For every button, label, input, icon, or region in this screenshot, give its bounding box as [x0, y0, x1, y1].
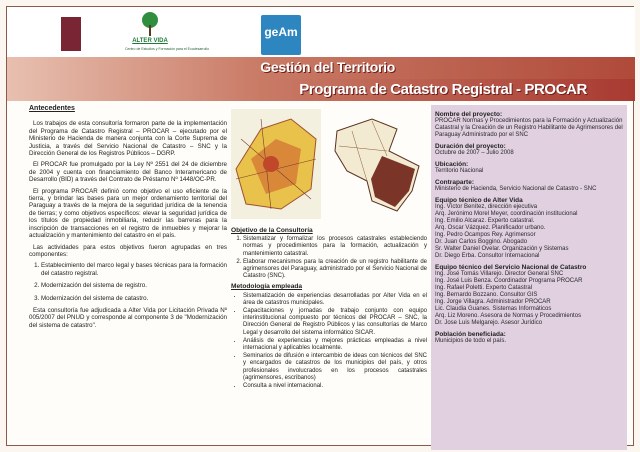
team-member: Ing. José Tomás Villarejo. Director General SNC [435, 271, 564, 277]
components-list [41, 262, 227, 302]
objetivo-heading: Objetivo de la Consultoría [231, 227, 313, 234]
ubicacion-heading: Ubicación: [435, 161, 469, 168]
subtitle: Gestión del Territorio [260, 59, 395, 75]
list-item: • Consulta a nivel internacional. [243, 383, 427, 390]
paragraph: Los trabajos de esta consultoría formaron parte de la implementación del Programa de Catastro Registral – PROCAR – ejecutado por el Ministerio de Hacienda de manera conjunta con la Corte Suprema de Justicia, a través del Servicio Nacional de Catastro – SNC y la Dirección General de los Registros Públicos – DGRP. [29, 120, 227, 158]
team-member: Arq. Jerónimo Morel Meyer, coordinación institucional [435, 211, 578, 217]
list-item: • Seminarios de difusión e intercambio de ideas con técnicos del SNC y encargados de catastros de los municipios del país, y otros profesionales involucrados en los procesos catastrales (agrimensores, escribanos) [243, 353, 427, 382]
team-member: Ing. Jorge Villagra. Administrador PROCAR [435, 299, 551, 305]
tree-icon [139, 11, 161, 37]
contraparte-heading: Contraparte: [435, 179, 475, 186]
project-info-panel [431, 105, 627, 450]
team-member: Ing. Emilio Alcaraz. Experto catastral. [435, 218, 535, 224]
page-title: Programa de Catastro Registral - PROCAR [299, 81, 587, 98]
objetivos-list [243, 236, 427, 280]
duracion-heading: Duración del proyecto: [435, 143, 506, 150]
antecedentes-column [29, 105, 227, 333]
paraguay-map-icon [327, 111, 427, 221]
team-member: Ing. Pedro Ocampos Rey. Agrimensor [435, 232, 536, 238]
team-member: Arq. Liz Moreno. Asesora de Normas y Procedimientos [435, 313, 582, 319]
list-item: • Análisis de experiencias y mejores prácticas empleadas a nivel internacional y aplicables localmente. [243, 338, 427, 352]
list-item: • Capacitaciones y jornadas de trabajo conjunto con equipo interinstitucional compuesto por técnicos del PROCAR – SNC, la Dirección General de Registro Públicos y las consultorías de Marco Legal y desarrollo del sistema informático SICAR. [243, 308, 427, 337]
paragraph: El programa PROCAR definió como objetivo el uso eficiente de la tierra, y brindar las bases para un mejor ordenamiento territorial del Paraguay a través de la mejora de la seguridad jurídica de la tenencia de tierras; y como objetivos específicos: elevar la seguridad jurídica de los títulos de propiedad inmobiliaria, reducir las barreras para la inscripción de transacciones en el registro de inmuebles y mejorar la actualización y mantenimiento del catastro en el país. [29, 187, 227, 240]
geam-logo-text: geAm [264, 25, 298, 39]
antecedentes-heading: Antecedentes [29, 105, 75, 112]
team-member: Ing. Rafael Poletti. Experto Catastral [435, 285, 533, 291]
team-member: Ing. Víctor Benítez, dirección ejecutiva [435, 204, 538, 210]
team-member: Dr. Diego Erba. Consultor Internacional [435, 253, 540, 259]
poster-frame [6, 6, 634, 446]
city-cadastre-map-icon [231, 109, 321, 219]
poblacion-value: Municipios de todo el país. [435, 338, 507, 344]
list-item: 1. Establecimiento del marco legal y bases técnicas para la formación del catastro registral. [41, 262, 227, 277]
objetivos-column [231, 227, 427, 391]
equipo-snc-heading: Equipo técnico del Servicio Nacional de Catastro [435, 264, 587, 271]
duracion-value: Octubre de 2007 – Julio 2008 [435, 150, 514, 156]
paragraph: Las actividades para estos objetivos fueron agrupadas en tres componentes: [29, 243, 227, 258]
paragraph: El PROCAR fue promulgado por la Ley Nº 2551 del 24 de diciembre de 2004 y cuenta con financiamiento del Banco Interamericano de Desarrollo (BID) a través del Contrato de Préstamo Nº 1448/OC-PR. [29, 161, 227, 184]
poblacion-heading: Población beneficiada: [435, 331, 506, 338]
nombre-heading: Nombre del proyecto: [435, 111, 503, 118]
geam-logo [261, 15, 301, 55]
team-member: Ing. José Luis Benza. Coordinador Programa PROCAR [435, 278, 583, 284]
list-item: 3. Modernización del sistema de catastro. [41, 295, 227, 302]
list-item: 1. Sistematizar y formalizar los procesos catastrales estableciendo normas y procedimientos para la formación, actualización y mantenimiento catastral. [243, 236, 427, 258]
list-item: 2. Modernización del sistema de registro. [41, 282, 227, 289]
team-member: Sr. Walter Daniel Ovelar. Organización y Sistemas [435, 246, 569, 252]
institution-logo-icon [61, 17, 81, 51]
metodologia-list [243, 293, 427, 391]
logo-subtitle: Centro de Estudios y Formación para el Ecodesarrollo [125, 47, 210, 51]
team-member: Arq. Oscar Vázquez. Planificador urbano. [435, 225, 546, 231]
equipo-altervida-heading: Equipo técnico de Alter Vida [435, 197, 523, 204]
team-member: Dr. Jose Luis Melgarejo. Asesor Jurídico [435, 320, 543, 326]
logo-name: ALTER VIDA [132, 38, 168, 44]
header [7, 7, 635, 98]
altervida-logo [125, 11, 210, 59]
maps [231, 105, 427, 225]
ubicacion-value: Territorio Nacional [435, 168, 484, 174]
team-member: Lic. Claudia Guanes. Sistemas Informáticos [435, 306, 552, 312]
list-item: 2. Elaborar mecanismos para la creación de un registro habilitante de agrimensores del Paraguay, administrado por el Servicio Nacional de Catastro (SNC). [243, 259, 427, 281]
list-item: • Sistematización de experiencias desarrolladas por Alter Vida en el área de catastros municipales. [243, 293, 427, 307]
nombre-value: PROCAR Normas y Procedimientos para la Formación y Actualización Catastral y la Creación de un Registro Habilitante de Agrimensores del Paraguay Administrado por el SNC [435, 118, 623, 138]
paragraph: Esta consultoría fue adjudicada a Alter Vida por Licitación Privada Nº 005/2007 del PNUD y corresponde al componente 3 de "Modernización del sistema de catastro". [29, 306, 227, 329]
team-member: Ing. Bernardo Bozzano. Consultor GIS [435, 292, 538, 298]
contraparte-value: Ministerio de Hacienda, Servicio Nacional de Catastro - SNC [435, 186, 597, 192]
team-member: Dr. Juan Carlos Boggino. Abogado [435, 239, 528, 245]
metodologia-heading: Metodología empleada [231, 283, 303, 291]
